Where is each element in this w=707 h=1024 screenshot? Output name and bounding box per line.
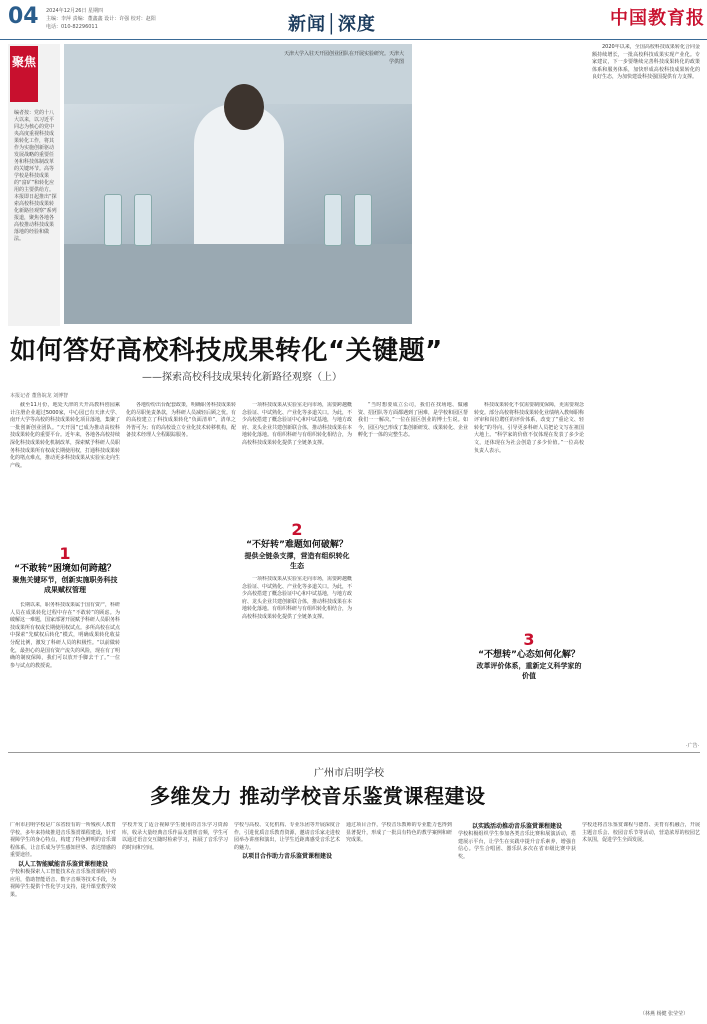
- section-subtitle: 聚焦关键环节，创新实施职务科技成果赋权管理: [12, 576, 118, 594]
- paragraph: 一项科技成果从实验室走向市场，需要跨越概念验证、中试熟化、产业化等多道关口。为此，不少高校搭建了概念验证中心和中试基地，与地方政府、龙头企业共建创新联合体，推动科技成果在本地转化落地。有组织科研与有组织转化相结合，为高校科技成果转化提供了全链条支撑。: [242, 402, 352, 446]
- section-subtitle: 改革评价体系，重新定义科学家的价值: [476, 662, 582, 680]
- lab-bottle: [134, 194, 152, 246]
- section-divider: [8, 752, 700, 753]
- researcher-head: [224, 84, 264, 130]
- section-title: “不好转”难题如何破解？: [246, 540, 348, 550]
- paragraph: 各地纷纷出台配套政策，明确职务科技成果转化的尽职免责条款，为科研人员减轻后顾之忧。有的高校建立了科技成果转化“负面清单”，清单之外皆可为；有的高校设立专业化技术转移机构，配备技术经理人全程跟踪服务。: [126, 402, 236, 439]
- article2-column: [458, 822, 576, 1018]
- paragraph: 一项科技成果从实验室走向市场，需要跨越概念验证、中试熟化、产业化等多道关口。为此，不少高校搭建了概念验证中心和中试基地，与地方政府、龙头企业共建创新联合体，推动科技成果在本地转化落地。有组织科研与有组织转化相结合，为高校科技成果转化提供了全链条支撑。: [242, 576, 352, 620]
- paragraph: “当时想要成立公司，我们在找场地、做融资、招团队等方面都遇到了困难，是学校和园区帮我们一一解决。”一位在园区创业的博士生说。如今，园区内已形成了集创新研发、成果转化、企业孵化于一体的完整生态。: [358, 402, 468, 439]
- focus-badge: 聚焦: [10, 46, 38, 102]
- article2-column: [346, 822, 452, 1018]
- paragraph: 2020年以来，全国高校科技成果转化合同金额持续增长，一批高校科技成果实现产业化。专家建议，下一步要继续完善科技成果转化的政策体系和服务体系，加快形成高校科技成果转化的良好生态，为加快建设科技强国提供有力支撑。: [592, 44, 700, 81]
- editor-note: 编者按：党的十八大以来，以习近平同志为核心的党中央高度重视科技成果转化工作，将其作为实施创新驱动发展战略的重要任务和科技体制改革的关键环节。高等学校是科技成果的“富矿”和转化应用的主要供给方。本报即日起推出“探索高校科技成果转化新路径观察”系列报道，聚焦各地各高校推动科技成果落地的经验和做法。: [14, 110, 57, 242]
- article2-title: 多维发力 推动学校音乐鉴赏课程建设: [150, 784, 486, 808]
- header-date: 2024年12月26日 星期四: [46, 8, 104, 14]
- article-column: [126, 402, 236, 740]
- article2-column: [10, 822, 116, 1018]
- article-column: [592, 44, 700, 740]
- lab-bottle: [104, 194, 122, 246]
- paragraph: 长期以来，职务科技成果属于国有资产，科研人员在成果转化过程中存在“不敢转”的顾虑。为破解这一难题，国家部署开展赋予科研人员职务科技成果所有权或长期使用权试点。多所高校在试点中探索“先赋权后转化”模式，明确成果转化收益分配比例，激发了科研人员的积极性。“以前做转化，最担心的是国有资产流失的风险，现在有了明确的制度保障，我们可以放开手脚去干了。”一位参与试点的教授说。: [10, 602, 120, 669]
- paragraph: 科技成果转化不仅需要制度保障，更需要观念转变。部分高校将科技成果转化业绩纳入教师职称评审和岗位聘任的评价体系，改变了“重论文、轻转化”的导向，引导更多科研人员把论文写在祖国大地上。“科学家的价值不仅体现在发表了多少论文，还体现在为社会创造了多少价值。”一位高校负责人表示。: [474, 402, 584, 454]
- article2-column: [234, 822, 340, 1018]
- section-1-heading: [10, 544, 120, 595]
- subheading: 以人工智能赋能音乐鉴赏课程建设: [17, 860, 108, 868]
- page-header: [0, 0, 707, 40]
- lab-bottle: [324, 194, 342, 246]
- section-number: 1: [59, 544, 71, 563]
- header-phone: 电话：010-82296011: [46, 24, 98, 30]
- section-number: 2: [291, 520, 303, 539]
- article-column: [474, 402, 584, 628]
- section-number: 3: [523, 630, 535, 649]
- paragraph: 通过项目合作，学校音乐教师的专业能力也得到显著提升，形成了一批具有特色的教学案例和研究成果。: [346, 822, 452, 844]
- article2-column: [582, 822, 700, 1008]
- section-title: “不想转”心态如何化解？: [478, 650, 580, 660]
- masthead: 中国教育报: [610, 8, 705, 29]
- article2-credit: （林燕 杨健 张莹莹）: [640, 1011, 689, 1017]
- subheading: 以实践活动推动音乐鉴赏课程建设: [471, 823, 562, 830]
- school-name: 广州市启明学校: [314, 768, 384, 779]
- section-subtitle: 提供全链条支撑，营造有组织转化生态: [244, 552, 350, 570]
- paragraph: 学校积极组织学生参加各类音乐比赛和展演活动，搭建展示平台，让学生在实践中提升音乐素养，增强自信心。学生合唱团、器乐队多次在省市级比赛中获奖。: [458, 831, 576, 860]
- section-2-heading: [242, 520, 352, 571]
- paragraph: 广州市启明学校是广东省较有的一所残疾人教育学校，多年来持续推进音乐鉴赏课程建设，针对视障学生的身心特点，构建了特色鲜明的音乐课程体系，让音乐成为学生感知世界、表达情感的重要途径。: [10, 822, 116, 859]
- article2-column: [122, 822, 228, 1018]
- article-column: [10, 402, 120, 542]
- article-byline: 本报记者 董鲁皖龙 刘博智: [10, 393, 69, 399]
- article-column: [10, 602, 120, 740]
- article-column: [242, 576, 352, 740]
- paragraph: 学校积极探索人工智能技术在音乐鉴赏课程中的应用，借助智能语音、数字音频等技术手段，为视障学生提供个性化学习支持，提升课堂教学效果。: [10, 868, 116, 898]
- paragraph: 学校还将音乐鉴赏课程与德育、美育有机融合，开展主题音乐会、校园音乐节等活动，营造浓厚的校园艺术氛围，促进学生全面发展。: [582, 822, 700, 844]
- section-title: “不敢转”困境如何跨越？: [14, 564, 116, 574]
- lab-photo: [64, 44, 412, 324]
- lab-bottle: [354, 194, 372, 246]
- paragraph: 截至11月份，地处天津的天开高教科创园累计注册企业超过5000家，中心园已有天津大学、南开大学等高校的科技成果转化项目落地，集聚了一批创新创业团队。“天开园”已成为推动高校科技成果转化的重要平台。近年来，各地各高校持续深化科技成果转化机制改革，探索赋予科研人员职务科技成果所有权或长期使用权，打通科技成果转化的堵点难点，推动更多科技成果从实验室走向生产线。: [10, 402, 120, 469]
- section-3-heading: [474, 630, 584, 681]
- paragraph: 学校开发了适合视障学生使用的音乐学习资源库，收录大量经典音乐作品及赏析音频，学生可以通过语音交互随时检索学习，拓展了音乐学习的时间和空间。: [122, 822, 228, 851]
- photo-caption: 天津大学入驻天开园创业团队在开展实验研究。天津大学供图: [284, 51, 405, 65]
- article-column: [358, 402, 468, 740]
- section-title: 新闻│深度: [288, 14, 376, 35]
- header-info: [46, 7, 206, 31]
- page-number: 04: [8, 4, 39, 29]
- article-headline: 如何答好高校科技成果转化“关键题”: [10, 336, 443, 366]
- ad-tag: ·广告·: [686, 743, 700, 749]
- article-subheadline: ——探索高校科技成果转化新路径观察（上）: [142, 372, 342, 383]
- article-column: [242, 402, 352, 502]
- paragraph: 学校与高校、文化机构、专业乐团等开展深度合作，引进优质音乐教育资源，邀请音乐家走进校园举办讲座和演出，让学生近距离感受音乐艺术的魅力。: [234, 822, 340, 851]
- subheading: 以项目合作助力音乐鉴赏课程建设: [241, 853, 332, 861]
- header-editors: 主编：李萍 责编：董鑫鑫 设计：许强 校对：赵阳: [46, 16, 156, 22]
- lab-bench: [64, 244, 412, 324]
